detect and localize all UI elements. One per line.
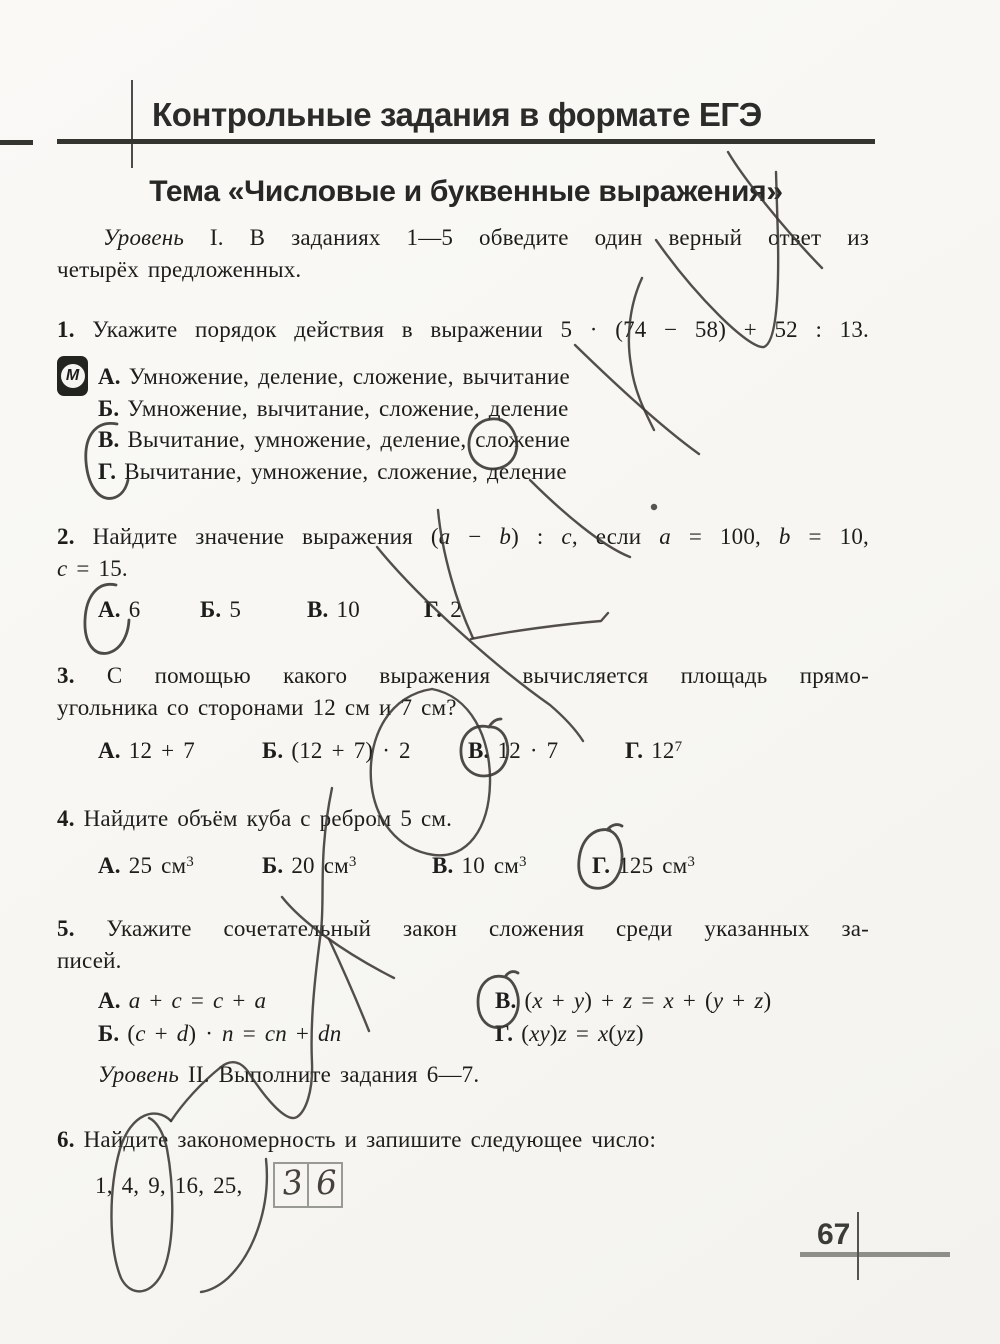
q4-statement-text: Найдите объём куба с ребром 5 см.	[83, 806, 453, 831]
q5-option-g-letter: Г.	[495, 1021, 514, 1046]
q4-option-v-text: 10 $см^3$	[461, 853, 527, 878]
q3-option-b-text: (12 + 7) · 2	[291, 738, 411, 763]
q2-option-v-text: 10	[336, 597, 360, 622]
q2-option-b-letter: Б.	[200, 597, 222, 622]
q4-number: 4.	[57, 806, 75, 831]
pen-stroke	[471, 613, 608, 639]
q5-option-v-text: (x + y) + z = x + (y + z)	[524, 988, 772, 1013]
q5-option-b-letter: Б.	[98, 1021, 120, 1046]
q2-statement-line2: c = 15.	[57, 556, 128, 581]
q6-answer-cell-1	[275, 1164, 309, 1206]
q5-option-b-text: (c + d) · n = cn + dn	[127, 1021, 342, 1046]
q6-answer-cell-2	[309, 1164, 341, 1206]
q5-option-a	[98, 985, 266, 1017]
q4-option-a-letter: А.	[98, 853, 121, 878]
q1-option-b-text: Умножение, вычитание, сложение, деление	[127, 395, 569, 421]
q5-number: 5.	[57, 916, 75, 941]
q4-statement	[57, 803, 452, 835]
q2-option-v	[307, 594, 360, 626]
q4-option-g-text: 125 $см^3$	[618, 853, 696, 878]
q1-option-g-text: Вычитание, умножение, сложение, деление	[124, 458, 567, 484]
q3-statement-line2: угольника со сторонами 12 см и 7 см?	[57, 695, 457, 720]
marker-letter: М	[65, 367, 80, 384]
q3-option-v-letter: В.	[468, 738, 490, 763]
q2-option-v-letter: В.	[307, 597, 329, 622]
q3-option-g-text: $12^7$	[651, 738, 683, 763]
q2-option-b-text: 5	[229, 597, 242, 622]
q3-option-a	[98, 735, 195, 767]
q1-option-g-letter: Г.	[98, 458, 117, 484]
q3-option-v-text: 12 · 7	[497, 738, 559, 763]
q4-option-g-letter: Г.	[592, 853, 611, 878]
handwritten-digit-3: 3	[280, 1162, 305, 1203]
q5-option-v-letter: В.	[495, 988, 517, 1013]
q4-option-b-letter: Б.	[262, 853, 284, 878]
q1-option-g	[98, 456, 570, 488]
ink-blot	[651, 504, 657, 510]
q5-option-a-letter: А.	[98, 988, 121, 1013]
q3-option-g-letter: Г.	[625, 738, 644, 763]
theme-title: Тема «Числовые и буквенные выражения»	[149, 175, 783, 208]
q6-statement-text: Найдите закономерность и запишите следующее число:	[83, 1127, 657, 1152]
q2-option-a-text: 6	[128, 597, 141, 622]
level2-intro: Уровень II. Выполните задания 6—7.	[98, 1062, 480, 1087]
q5-statement-line1	[57, 913, 869, 945]
q3-option-a-letter: А.	[98, 738, 121, 763]
pen-stroke	[575, 345, 699, 454]
q1-option-v-text: Вычитание, умножение, деление, сложение	[127, 427, 571, 452]
q4-option-v-letter: В.	[432, 853, 454, 878]
q3-option-b-letter: Б.	[262, 738, 284, 763]
q4-option-b-text: 20 $см^3$	[291, 853, 357, 878]
header-rule	[57, 139, 875, 144]
q6-sequence: 1, 4, 9, 16, 25,	[95, 1173, 243, 1198]
q3-statement-text: С помощью какого выражения вычисляется площадь прямо-	[106, 663, 869, 688]
q3-option-v	[468, 735, 558, 767]
q2-option-b	[200, 594, 241, 626]
q2-option-g	[424, 594, 462, 626]
q4-option-a-text: 25 $см^3$	[128, 853, 194, 878]
q1-option-v	[98, 424, 570, 456]
q1-option-a-text: Умножение, деление, сложение, вычитание	[128, 364, 570, 389]
page-header-title: Контрольные задания в формате ЕГЭ	[152, 96, 762, 133]
q5-statement-line2: писей.	[57, 948, 122, 973]
level1-intro-line1: Уровень I. В заданиях 1—5 обведите один верный ответ из	[103, 225, 869, 250]
q5-option-a-text: a + c = c + a	[128, 988, 267, 1013]
q1-option-b	[98, 393, 570, 425]
methodical-marker-icon	[57, 356, 88, 396]
q2-statement-text: Найдите значение выражения (a − b) : c, если a = 100, b = 10,	[92, 524, 869, 549]
q1-options	[98, 361, 570, 487]
handwritten-digit-6: 6	[314, 1162, 339, 1203]
q1-option-a	[98, 361, 570, 393]
q3-number: 3.	[57, 663, 75, 688]
q6-statement	[57, 1124, 656, 1156]
q5-option-v	[495, 985, 771, 1017]
q6-answer-box	[273, 1162, 343, 1208]
q2-statement-line1	[57, 521, 869, 553]
q1-option-b-letter: Б.	[98, 395, 120, 421]
q1-number: 1.	[57, 317, 75, 342]
q2-number: 2.	[57, 524, 75, 549]
q1-option-v-letter: В.	[98, 427, 120, 452]
q3-option-g	[625, 735, 682, 767]
q4-option-a	[98, 850, 194, 882]
q5-option-g	[495, 1018, 644, 1050]
footer-rule	[800, 1252, 950, 1257]
page-number: 67	[817, 1218, 851, 1251]
q1-statement-text: Укажите порядок действия в выражении 5 · (74 − 58) + 52 : 13.	[92, 317, 869, 342]
header-vertical-line	[131, 80, 133, 168]
q3-option-a-text: 12 + 7	[128, 738, 195, 763]
q1-option-a-letter: А.	[98, 364, 121, 389]
q4-option-b	[262, 850, 357, 882]
q2-option-g-text: 2	[450, 597, 462, 622]
footer-vertical-line	[857, 1212, 859, 1280]
marker-disc	[61, 364, 85, 388]
header-rule-left-edge	[0, 140, 33, 145]
q1-statement	[57, 314, 869, 346]
q4-option-g	[592, 850, 695, 882]
q3-option-b	[262, 735, 411, 767]
q5-option-g-text: (xy)z = x(yz)	[521, 1021, 644, 1046]
q2-option-g-letter: Г.	[424, 597, 443, 622]
q2-option-a	[98, 594, 140, 626]
q5-statement-text: Укажите сочетательный закон сложения среди указанных за-	[106, 916, 870, 941]
level1-intro-line2: четырёх предложенных.	[57, 257, 302, 282]
q4-option-v	[432, 850, 527, 882]
q3-statement-line1	[57, 660, 869, 692]
q2-option-a-letter: А.	[98, 597, 121, 622]
q6-number: 6.	[57, 1127, 75, 1152]
q5-option-b	[98, 1018, 341, 1050]
pen-stroke	[629, 278, 654, 430]
